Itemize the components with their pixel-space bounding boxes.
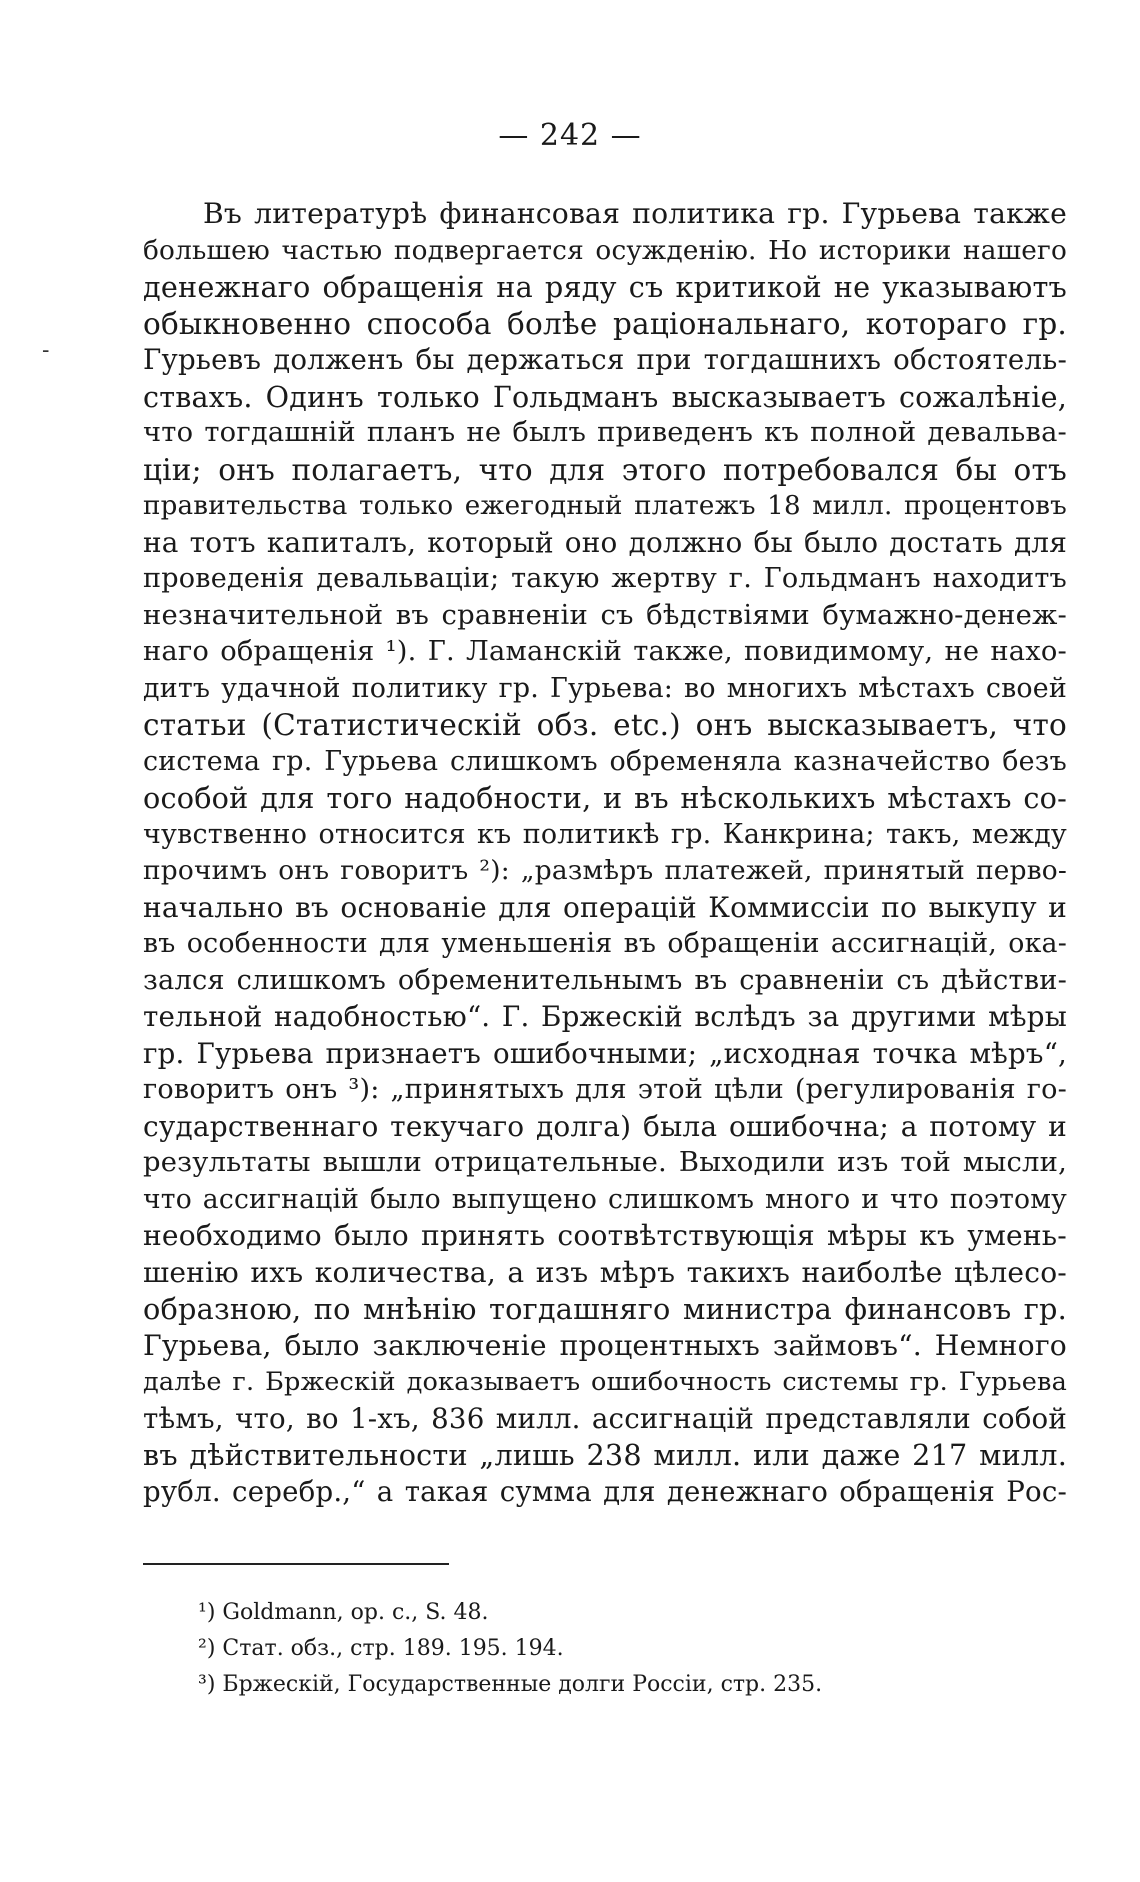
footnote-item [198, 1667, 1058, 1703]
text-line: результаты вышли отрицательные. Выходили изъ той мысли, [143, 1147, 1067, 1178]
text-line: тельной надобностью“. Г. Бржескій вслѣдъ за другими мѣры [143, 1000, 1067, 1033]
text-line: денежнаго обращенія на ряду съ критикой не указываютъ [143, 270, 1067, 304]
text-line: особой для того надобности, и въ нѣсколькихъ мѣстахъ со- [143, 781, 1067, 815]
text-line: наго обращенія ¹). Г. Ламанскій также, повидимому, не нахо- [143, 636, 1067, 667]
footnote-text: Бржескій, Государственные долги Россіи, стр. 235. [222, 1672, 823, 1697]
text-line: Гурьева, было заключеніе процентныхъ займовъ“. Немного [143, 1328, 1067, 1362]
text-line: дитъ удачной политику гр. Гурьева: во многихъ мѣстахъ своей [143, 672, 1067, 704]
footnote-item [198, 1631, 1058, 1667]
footnote-mark: ³) [198, 1672, 216, 1697]
text-line: статьи (Статистическій обз. etc.) онъ высказываетъ, что [143, 708, 1067, 742]
text-line: начально въ основаніе для операцій Коммиссіи по выкупу и [143, 890, 1067, 924]
text-line: сударственнаго текучаго долга) была ошибочна; а потому и [143, 1109, 1067, 1143]
text-line: далѣе г. Бржескій доказываетъ ошибочность системы гр. Гурьева [143, 1367, 1067, 1397]
footnote-mark: ²) [198, 1636, 216, 1661]
body-paragraph [143, 196, 1067, 1510]
text-line: незначительной въ сравненіи съ бѣдствіями бумажно-денеж- [143, 599, 1067, 631]
page-number: — 242 — [498, 118, 642, 153]
text-line: въ дѣйствительности „лишь 238 милл. или даже 217 милл. [143, 1438, 1067, 1472]
text-line: тѣмъ, что, во 1-хъ, 836 милл. ассигнацій представляли собой [143, 1401, 1067, 1435]
footnote-item [198, 1595, 1058, 1631]
margin-mark: - [42, 338, 50, 363]
text-line: необходимо было принять соотвѣтствующія мѣры къ умень- [143, 1219, 1067, 1252]
text-line: на тотъ капиталъ, который оно должно бы было достать для [143, 525, 1067, 559]
footnotes [198, 1595, 1058, 1703]
text-line: правительства только ежегодный платежъ 18 милл. процентовъ [143, 491, 1067, 521]
text-line: говоритъ онъ ³): „принятыхъ для этой цѣли (регулированія го- [143, 1074, 1067, 1105]
footnote-text: Goldmann, op. c., S. 48. [222, 1600, 489, 1625]
text-line: гр. Гурьева признаетъ ошибочными; „исходная точка мѣръ“, [143, 1036, 1067, 1070]
text-line: обыкновенно способа болѣе раціональнаго, котораго гр. [143, 306, 1067, 341]
footnote-mark: ¹) [198, 1600, 216, 1625]
text-line: что ассигнацій было выпущено слишкомъ много и что поэтому [143, 1183, 1067, 1215]
text-line: ціи; онъ полагаетъ, что для этого потребовался бы отъ [143, 452, 1067, 487]
text-line: зался слишкомъ обременительнымъ въ сравненіи съ дѣйстви- [143, 964, 1067, 996]
text-line: Въ литературѣ финансовая политика гр. Гурьева также [203, 197, 1067, 230]
text-line: Гурьевъ долженъ бы держаться при тогдашнихъ обстоятель- [143, 343, 1067, 376]
text-line: большею частью подвергается осужденію. Но историки нашего [143, 235, 1067, 266]
text-line: проведенія девальваціи; такую жертву г. Гольдманъ находитъ [143, 563, 1067, 594]
text-line: прочимъ онъ говоритъ ²): „размѣръ платежей, принятый перво- [143, 855, 1067, 886]
footnote-divider [143, 1563, 449, 1565]
text-line: система гр. Гурьева слишкомъ обременяла казначейство безъ [143, 745, 1067, 777]
text-line: рубл. серебр.,“ а такая сумма для денежнаго обращенія Рос- [143, 1474, 1067, 1508]
text-line: въ особенности для уменьшенія въ обращеніи ассигнацій, ока- [143, 928, 1067, 959]
text-line: шенію ихъ количества, а изъ мѣръ такихъ наиболѣе цѣлесо- [143, 1255, 1067, 1289]
footnote-text: Стат. обз., стр. 189. 195. 194. [222, 1636, 564, 1661]
text-line: что тогдашній планъ не былъ приведенъ къ полной девальва- [143, 417, 1067, 448]
text-line: чувственно относится къ политикѣ гр. Канкрина; такъ, между [143, 818, 1067, 850]
text-line: образною, по мнѣнію тогдашняго министра финансовъ гр. [143, 1292, 1067, 1326]
text-line: ствахъ. Одинъ только Гольдманъ высказываетъ сожалѣніе, [143, 379, 1067, 414]
